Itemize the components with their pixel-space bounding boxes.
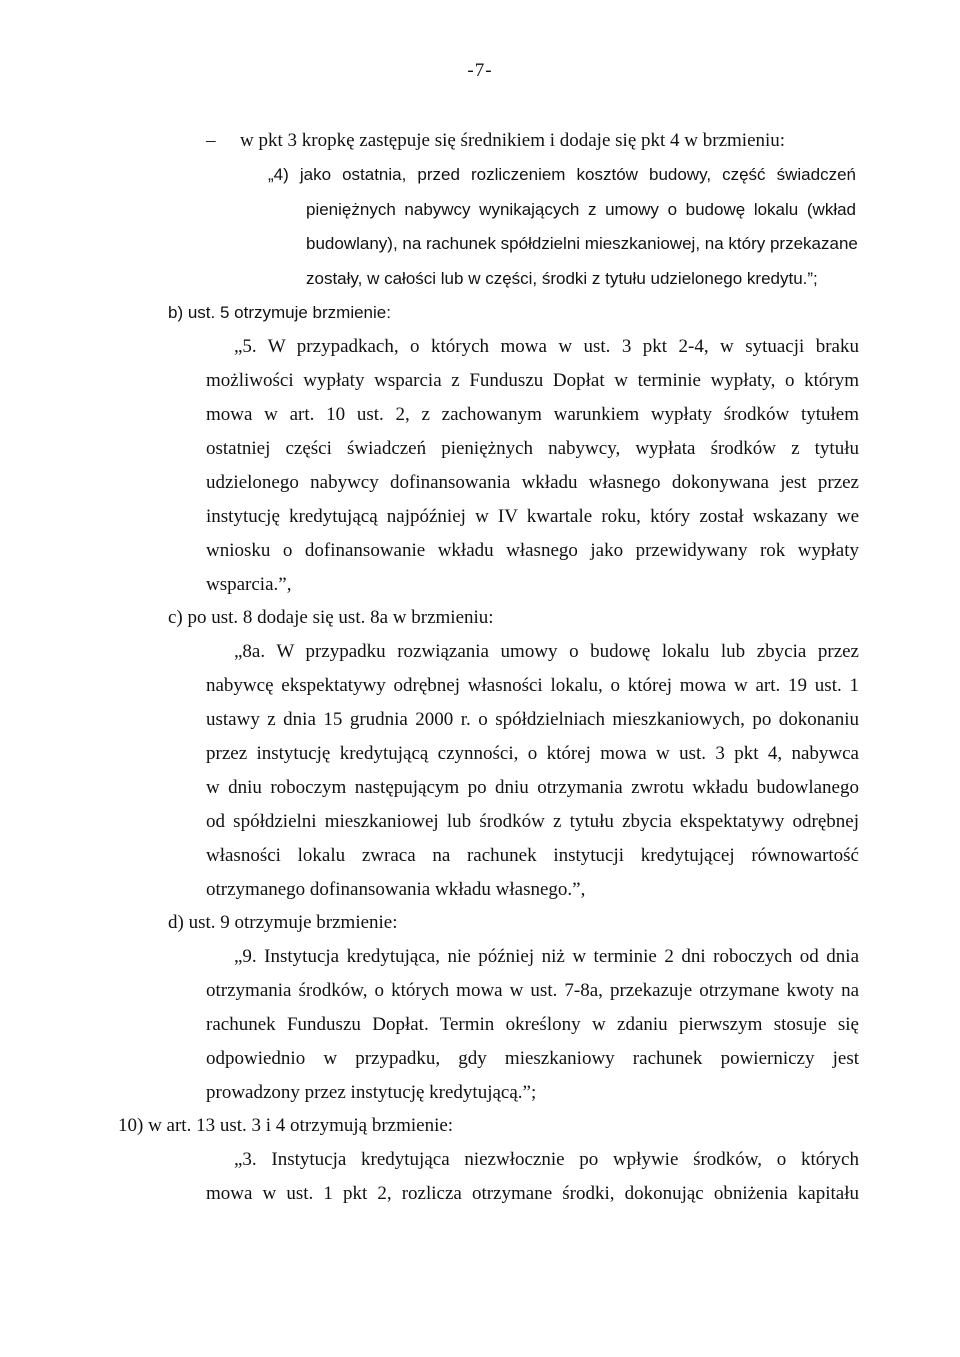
text-line: „8a. W przypadku rozwiązania umowy o budowę lokalu lub zbycia przez bbox=[234, 641, 859, 662]
page-number: -7- bbox=[467, 60, 493, 81]
text-line: zostały, w całości lub w części, środki z tytułu udzielonego kredytu.”; bbox=[306, 269, 818, 288]
text-line: „4) jako ostatnia, przed rozliczeniem kosztów budowy, część świadczeń bbox=[268, 165, 856, 184]
text-line: c) po ust. 8 dodaje się ust. 8a w brzmieniu: bbox=[168, 607, 494, 628]
text-line: „5. W przypadkach, o których mowa w ust. 3 pkt 2-4, w sytuacji braku bbox=[234, 336, 859, 357]
text-line: wsparcia.”, bbox=[206, 574, 292, 595]
text-line: własności lokalu zwraca na rachunek instytucji kredytującej równowartość bbox=[206, 845, 859, 866]
text-line: od spółdzielni mieszkaniowej lub środków z tytułu zbycia ekspektatywy odrębnej bbox=[206, 811, 859, 832]
text-line: udzielonego nabywcy dofinansowania wkładu własnego dokonywana jest przez bbox=[206, 472, 859, 493]
text-line: ustawy z dnia 15 grudnia 2000 r. o spółdzielniach mieszkaniowych, po dokonaniu bbox=[206, 709, 859, 730]
text-line: ostatniej części świadczeń pieniężnych nabywcy, wypłata środków z tytułu bbox=[206, 438, 859, 459]
text-line: mowa w ust. 1 pkt 2, rozlicza otrzymane środki, dokonując obniżenia kapitału bbox=[206, 1183, 859, 1204]
text-line: instytucję kredytującą najpóźniej w IV kwartale roku, który został wskazany we bbox=[206, 506, 859, 527]
text-line: 10) w art. 13 ust. 3 i 4 otrzymują brzmienie: bbox=[118, 1115, 454, 1136]
text-line: mowa w art. 10 ust. 2, z zachowanym warunkiem wypłaty środków tytułem bbox=[206, 404, 859, 425]
text-line: odpowiednio w przypadku, gdy mieszkaniowy rachunek powierniczy jest bbox=[206, 1048, 859, 1069]
text-line: możliwości wypłaty wsparcia z Funduszu Dopłat w terminie wypłaty, o którym bbox=[206, 370, 859, 391]
text-line: d) ust. 9 otrzymuje brzmienie: bbox=[168, 912, 398, 933]
text-line: pieniężnych nabywcy wynikających z umowy o budowę lokalu (wkład bbox=[306, 200, 856, 219]
text-line: przez instytucję kredytującą czynności, o której mowa w ust. 3 pkt 4, nabywca bbox=[206, 743, 859, 764]
text-line: rachunek Funduszu Dopłat. Termin określony w zdaniu pierwszym stosuje się bbox=[206, 1014, 859, 1035]
text-line: otrzymania środków, o których mowa w ust. 7-8a, przekazuje otrzymane kwoty na bbox=[206, 980, 859, 1001]
text-line: nabywcę ekspektatywy odrębnej własności lokalu, o której mowa w art. 19 ust. 1 bbox=[206, 675, 859, 696]
text-line: prowadzony przez instytucję kredytującą.”; bbox=[206, 1082, 537, 1103]
text-line: budowlany), na rachunek spółdzielni mieszkaniowej, na który przekazane bbox=[306, 234, 858, 253]
list-dash: – bbox=[206, 130, 216, 151]
text-line: wniosku o dofinansowanie wkładu własnego jako przewidywany rok wypłaty bbox=[206, 540, 859, 561]
text-line: „9. Instytucja kredytująca, nie później niż w terminie 2 dni roboczych od dnia bbox=[234, 946, 859, 967]
text-line: w pkt 3 kropkę zastępuje się średnikiem i dodaje się pkt 4 w brzmieniu: bbox=[240, 130, 786, 151]
text-line: w dniu roboczym następującym po dniu otrzymania zwrotu wkładu budowlanego bbox=[206, 777, 859, 798]
text-line: „3. Instytucja kredytująca niezwłocznie po wpływie środków, o których bbox=[234, 1149, 859, 1170]
text-line: b) ust. 5 otrzymuje brzmienie: bbox=[168, 303, 391, 322]
text-line: otrzymanego dofinansowania wkładu własnego.”, bbox=[206, 879, 586, 900]
